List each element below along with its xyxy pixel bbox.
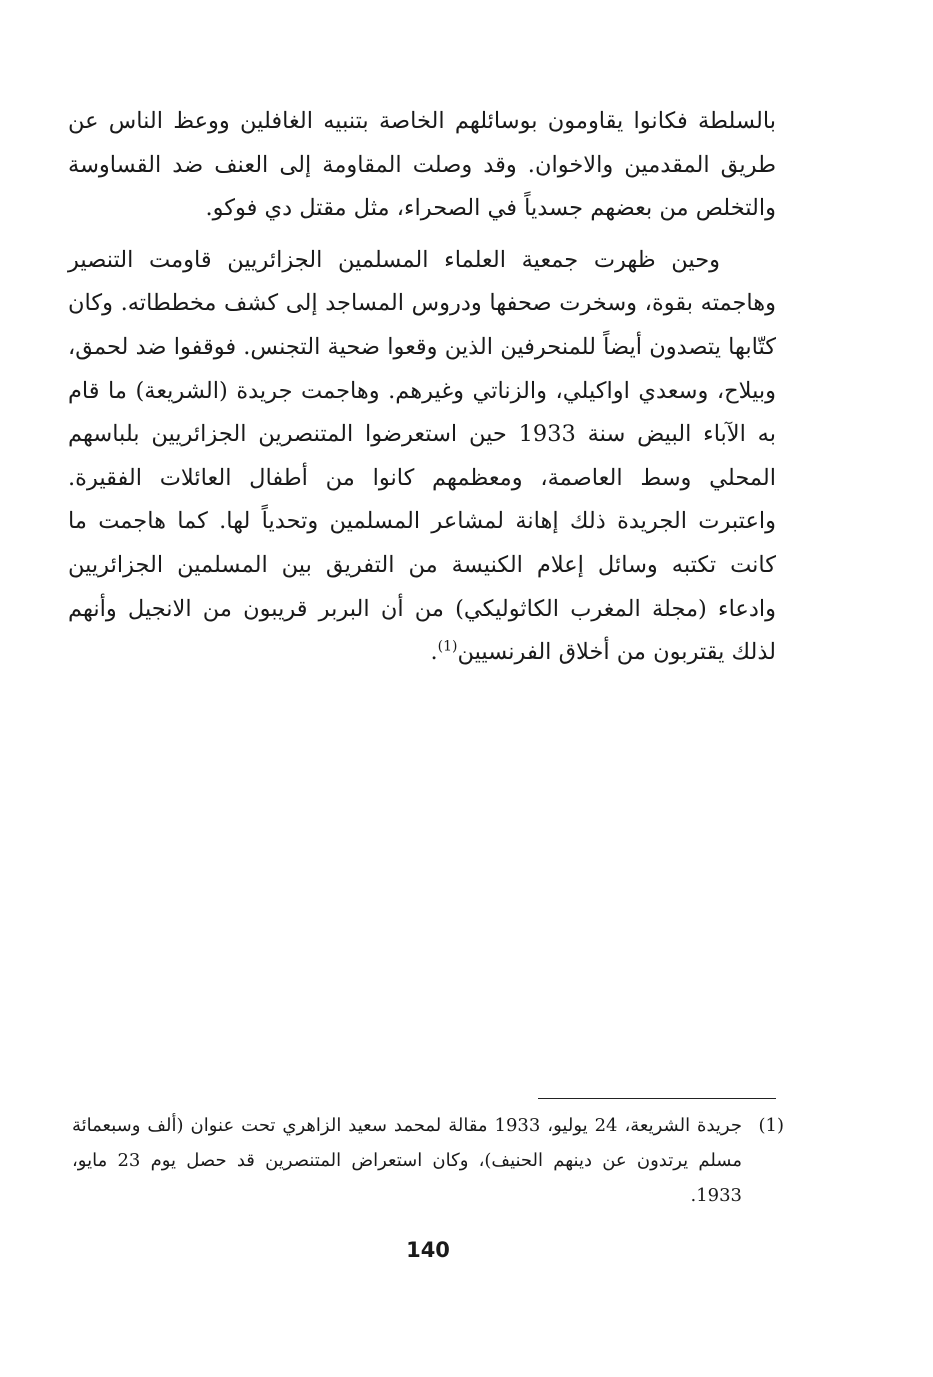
page-number: 140 <box>406 1238 450 1262</box>
footnote-number: (1) <box>758 1115 784 1136</box>
paragraph-1: بالسلطة فكانوا يقاومون بوسائلهم الخاصة بتنبيه الغافلين ووعظ الناس عن طريق المقدمين والاخوان. وقد وصلت المقاومة إلى العنف ضد القساوسة والتخلص من بعضهم جسدياً في الصحراء، مثل مقتل دي فوكو. <box>68 108 776 222</box>
footnote <box>72 1108 784 1213</box>
footnote-separator <box>538 1098 776 1099</box>
main-text <box>68 100 776 683</box>
footnote-text: جريدة الشريعة، 24 يوليو، 1933 مقالة لمحمد سعيد الزاهري تحت عنوان (ألف وسبعمائة مسلم يرتدون عن دينهم الحنيف)، وكان استعراض المتنصرين قد حصل يوم 23 مايو، 1933. <box>72 1115 743 1206</box>
footnote-reference: (1) <box>437 638 458 655</box>
paragraph-2-end: . <box>430 639 438 666</box>
paragraph-2-text: وحين ظهرت جمعية العلماء المسلمين الجزائريين قاومت التنصير وهاجمته بقوة، وسخرت صحفها ودروس المساجد إلى كشف مخططاته. وكان كتّابها يتصدون أيضاً للمنحرفين الذين وقعوا ضحية التجنس. فوقفوا ضد لحمق، وبيلاح، وسعدي اواكيلي، والزناتي وغيرهم. وهاجمت جريدة (الشريعة) ما قام به الآباء البيض سنة 1933 حين استعرضوا المتنصرين الجزائريين بلباسهم المحلي وسط العاصمة، ومعظمهم كانوا من أطفال العائلات الفقيرة. واعتبرت الجريدة ذلك إهانة لمشاعر المسلمين وتحدياً لها. كما هاجمت ما كانت تكتبه وسائل إعلام الكنيسة من التفريق بين المسلمين الجزائريين وادعاء (مجلة المغرب الكاثوليكي) من أن البربر قريبون من الانجيل وأنهم لذلك يقتربون من أخلاق الفرنسيين <box>68 246 776 666</box>
paragraph-2 <box>68 239 776 675</box>
